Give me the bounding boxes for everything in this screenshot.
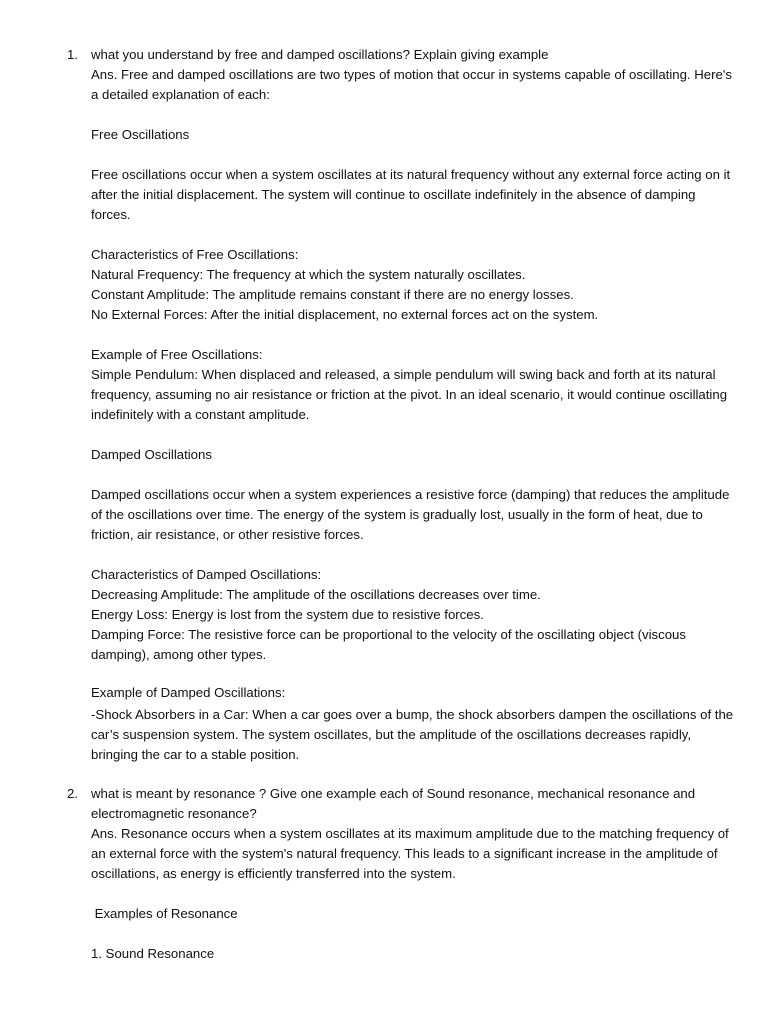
free-example-line-1: Simple Pendulum: When displaced and released, a simple pendulum will swing back and forth at its natural <box>91 367 716 382</box>
free-oscillations-para-line-2: after the initial displacement. The system will continue to oscillate indefinitely in the absence of damping <box>91 187 696 202</box>
free-example-line-2: frequency, assuming no air resistance or friction at the pivot. In an ideal scenario, it would continue oscillating <box>91 387 728 402</box>
free-oscillations-para-line-3: forces. <box>91 207 131 222</box>
answer-2-line-2: an external force with the system's natural frequency. This leads to a significant increase in the amplitude of <box>91 846 718 861</box>
answer-1-line-2: a detailed explanation of each: <box>91 87 270 102</box>
free-characteristic-item: Natural Frequency: The frequency at which the system naturally oscillates. <box>91 267 526 282</box>
free-oscillations-heading: Free Oscillations <box>91 127 190 142</box>
damped-characteristic-item: Decreasing Amplitude: The amplitude of the oscillations decreases over time. <box>91 587 541 602</box>
damped-characteristic-item: damping), among other types. <box>91 647 267 662</box>
free-characteristic-item: Constant Amplitude: The amplitude remains constant if there are no energy losses. <box>91 287 574 302</box>
damped-example-line-2: car’s suspension system. The system oscillates, but the amplitude of the oscillations decreases rapidly, <box>91 727 692 742</box>
damped-example-line-1: -Shock Absorbers in a Car: When a car goes over a bump, the shock absorbers dampen the oscillations of the <box>91 707 734 722</box>
answer-2-line-3: oscillations, as energy is efficiently transferred into the system. <box>91 866 456 881</box>
free-characteristics-heading: Characteristics of Free Oscillations: <box>91 247 299 262</box>
damped-characteristic-item: Damping Force: The resistive force can be proportional to the velocity of the oscillating object (viscous <box>91 627 686 642</box>
damped-oscillations-heading: Damped Oscillations <box>91 447 212 462</box>
question-2-number: 2. <box>67 786 78 801</box>
damped-example-heading: Example of Damped Oscillations: <box>91 685 286 700</box>
answer-1-line-1: Ans. Free and damped oscillations are two types of motion that occur in systems capable of oscillating. Here's <box>91 67 732 82</box>
free-oscillations-para-line-1: Free oscillations occur when a system oscillates at its natural frequency without any external force acting on it <box>91 167 731 182</box>
answer-2-line-1: Ans. Resonance occurs when a system oscillates at its maximum amplitude due to the matching frequency of <box>91 826 729 841</box>
question-2-line-2: electromagnetic resonance? <box>91 806 257 821</box>
damped-characteristic-item: Energy Loss: Energy is lost from the system due to resistive forces. <box>91 607 484 622</box>
damped-oscillations-para-line-1: Damped oscillations occur when a system experiences a resistive force (damping) that reduces the amplitude <box>91 487 730 502</box>
free-example-line-3: indefinitely with a constant amplitude. <box>91 407 310 422</box>
damped-oscillations-para-line-2: of the oscillations over time. The energy of the system is gradually lost, usually in the form of heat, due to <box>91 507 703 522</box>
examples-of-resonance-heading: Examples of Resonance <box>91 906 238 921</box>
question-1-number: 1. <box>67 47 78 62</box>
free-example-heading: Example of Free Oscillations: <box>91 347 263 362</box>
sound-resonance-heading: 1. Sound Resonance <box>91 946 215 961</box>
question-1-text: what you understand by free and damped oscillations? Explain giving example <box>91 47 549 62</box>
free-characteristic-item: No External Forces: After the initial displacement, no external forces act on the system. <box>91 307 599 322</box>
damped-oscillations-para-line-3: friction, air resistance, or other resistive forces. <box>91 527 364 542</box>
damped-characteristics-heading: Characteristics of Damped Oscillations: <box>91 567 322 582</box>
question-2-line-1: what is meant by resonance ? Give one example each of Sound resonance, mechanical resonance and <box>91 786 696 801</box>
damped-example-line-3: bringing the car to a stable position. <box>91 747 300 762</box>
